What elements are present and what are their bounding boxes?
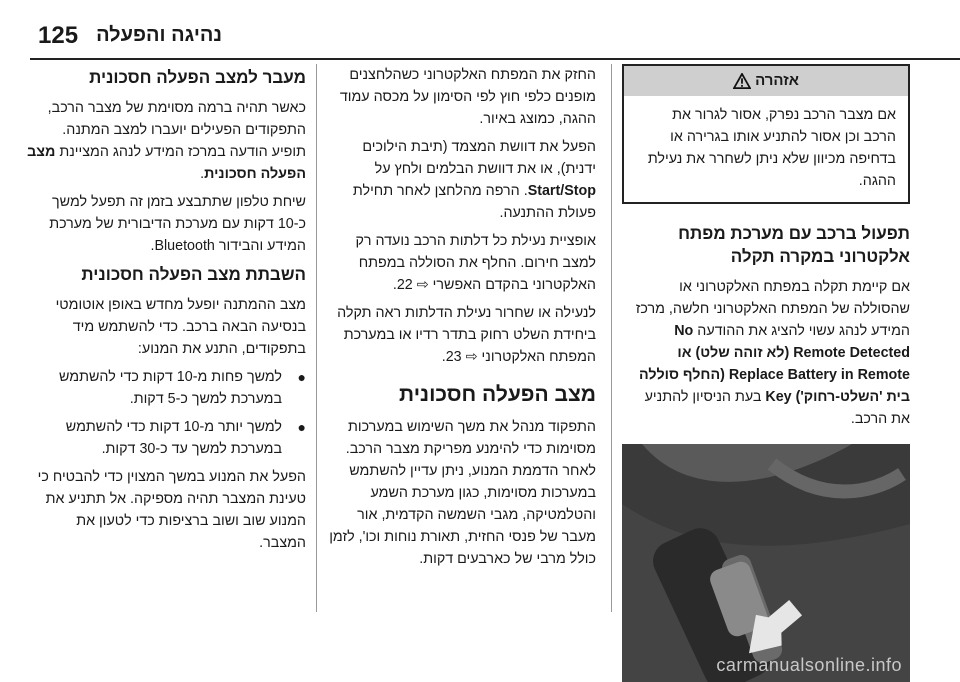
fault-text-a: אם קיימת תקלה במפתח האלקטרוני או שהסוללה של המפתח האלקטרוני חלשה, מרכז המידע לנהג עשוי להציג את ההודעה <box>635 279 910 339</box>
mid-para-2-end: . הרפה מהלחצן לאחר תחילת פעולת ההתנעה. <box>352 183 596 221</box>
battery-para-1-term: מצב הפעלה חסכונית <box>27 144 306 182</box>
battery-para-1-text: כאשר תהיה ברמה מסוימת של מצבר הרכב, התפקודים הפעילים יועברו למצב המתנה. תופיע הודעה במרכז המידע לנהג המציינת <box>47 100 306 160</box>
middle-column <box>326 64 596 576</box>
bullet-text: למשך יותר מ-10 דקות כדי להשתמש במערכת למשך עד כ-30 דקות. <box>65 419 282 457</box>
page-header <box>0 0 960 60</box>
list-item <box>26 366 306 410</box>
warning-triangle-icon <box>733 73 751 89</box>
resume-heading: השבתת מצב הפעלה חסכונית <box>81 265 306 284</box>
resume-para: מצב ההמתנה יופעל מחדש באופן אוטומטי בנסיעה הבאה ברכב. כדי להשתמש מיד בתפקודים, התנע את המנוע: <box>55 297 306 357</box>
battery-para-1-end: . <box>200 166 205 182</box>
list-item <box>26 416 306 460</box>
page-number: 125 <box>38 22 79 49</box>
warning-box <box>622 64 910 204</box>
mid-para-2-text: הפעל את דוושת המצמד (תיבת הילוכים ידנית), או את דוושת הבלמים ולחץ על <box>362 139 596 177</box>
header-rule <box>30 58 960 60</box>
bullet-icon: ● <box>297 369 306 385</box>
warning-header <box>624 66 908 96</box>
warning-text: אם מצבר הרכב נפרק, אסור לגרור את הרכב וכן אסור להתניע אותו בגרירה או בדחיפה מכיוון שלא ניתן לשחרר את נעילת ההגה. <box>647 107 896 189</box>
economy-para: התפקוד מנהל את משך השימוש במערכות מסוימות כדי להימנע מפריקת מצבר הרכב. לאחר הדממת המנוע, ניתן עדיין להשתמש במערכות מסוימות, כגון מערכת השמע והטלמטיקה, מגבי השמשה הקדמית, אור מעבר של פנסי החזית, תאורת נוחות וכו', לזמן כולל מרבי של כארבעים דקות. <box>329 419 596 567</box>
fault-text <box>622 276 910 430</box>
fault-text-c: בעת הניסיון להתניע את הרכב. <box>644 389 910 427</box>
mid-para-1: החזק את המפתח האלקטרוני כשהלחצנים מופנים כלפי חוץ לפי הסימון על מכסה עמוד ההגה, כמוצג באיור. <box>339 67 596 127</box>
warning-title: אזהרה <box>755 72 799 89</box>
key-fob-steering-column-illustration <box>622 444 910 682</box>
battery-heading: מעבר למצב הפעלה חסכונית <box>89 68 306 87</box>
bullet-icon: ● <box>297 419 306 435</box>
battery-para-1 <box>26 97 306 185</box>
mid-para-2 <box>326 136 596 224</box>
mid-para-3: אופציית נעילת כל דלתות הרכב נועדה רק למצב חירום. החלף את הסוללה במפתח האלקטרוני בהקדם האפשרי ⇨ 22. <box>355 233 596 293</box>
resume-para-2: הפעל את המנוע במשך המצוין כדי להבטיח כי טעינת המצבר תהיה מספיקה. אל תתניע את המנוע שוב ושוב ברציפות כדי לטעון את המצבר. <box>37 469 306 551</box>
column-divider-left <box>316 64 317 612</box>
fault-heading: תפעול ברכב עם מערכת מפתח אלקטרוני במקרה תקלה <box>678 224 910 266</box>
watermark: carmanualsonline.info <box>716 655 902 675</box>
economy-heading: מצב הפעלה חסכונית <box>399 383 596 406</box>
mid-para-4: לנעילה או שחרור נעילת הדלתות ראה תקלה ביחידת השלט רחוק בתדר רדיו או במערכת המפתח האלקטרוני ⇨ 23. <box>337 305 596 365</box>
illustration-svg <box>622 444 910 682</box>
left-column <box>26 64 306 560</box>
section-title: נהיגה והפעלה <box>96 24 222 46</box>
column-divider-right <box>611 64 612 612</box>
bullet-text: למשך פחות מ-10 דקות כדי להשתמש במערכת למשך כ-5 דקות. <box>59 369 282 407</box>
fault-text-messages: No Remote Detected (לא זוהה שלט) או Replace Battery in Remote (החלף סוללה בית 'השלט-רחוק') Key <box>639 323 910 405</box>
start-stop-term: Start/Stop <box>527 183 596 199</box>
right-column <box>622 64 910 682</box>
battery-para-2: שיחת טלפון שתתבצע בזמן זה תפעל למשך כ-10 דקות עם מערכת הדיבורית של מערכת המידע והבידור Bluetooth. <box>49 194 306 254</box>
